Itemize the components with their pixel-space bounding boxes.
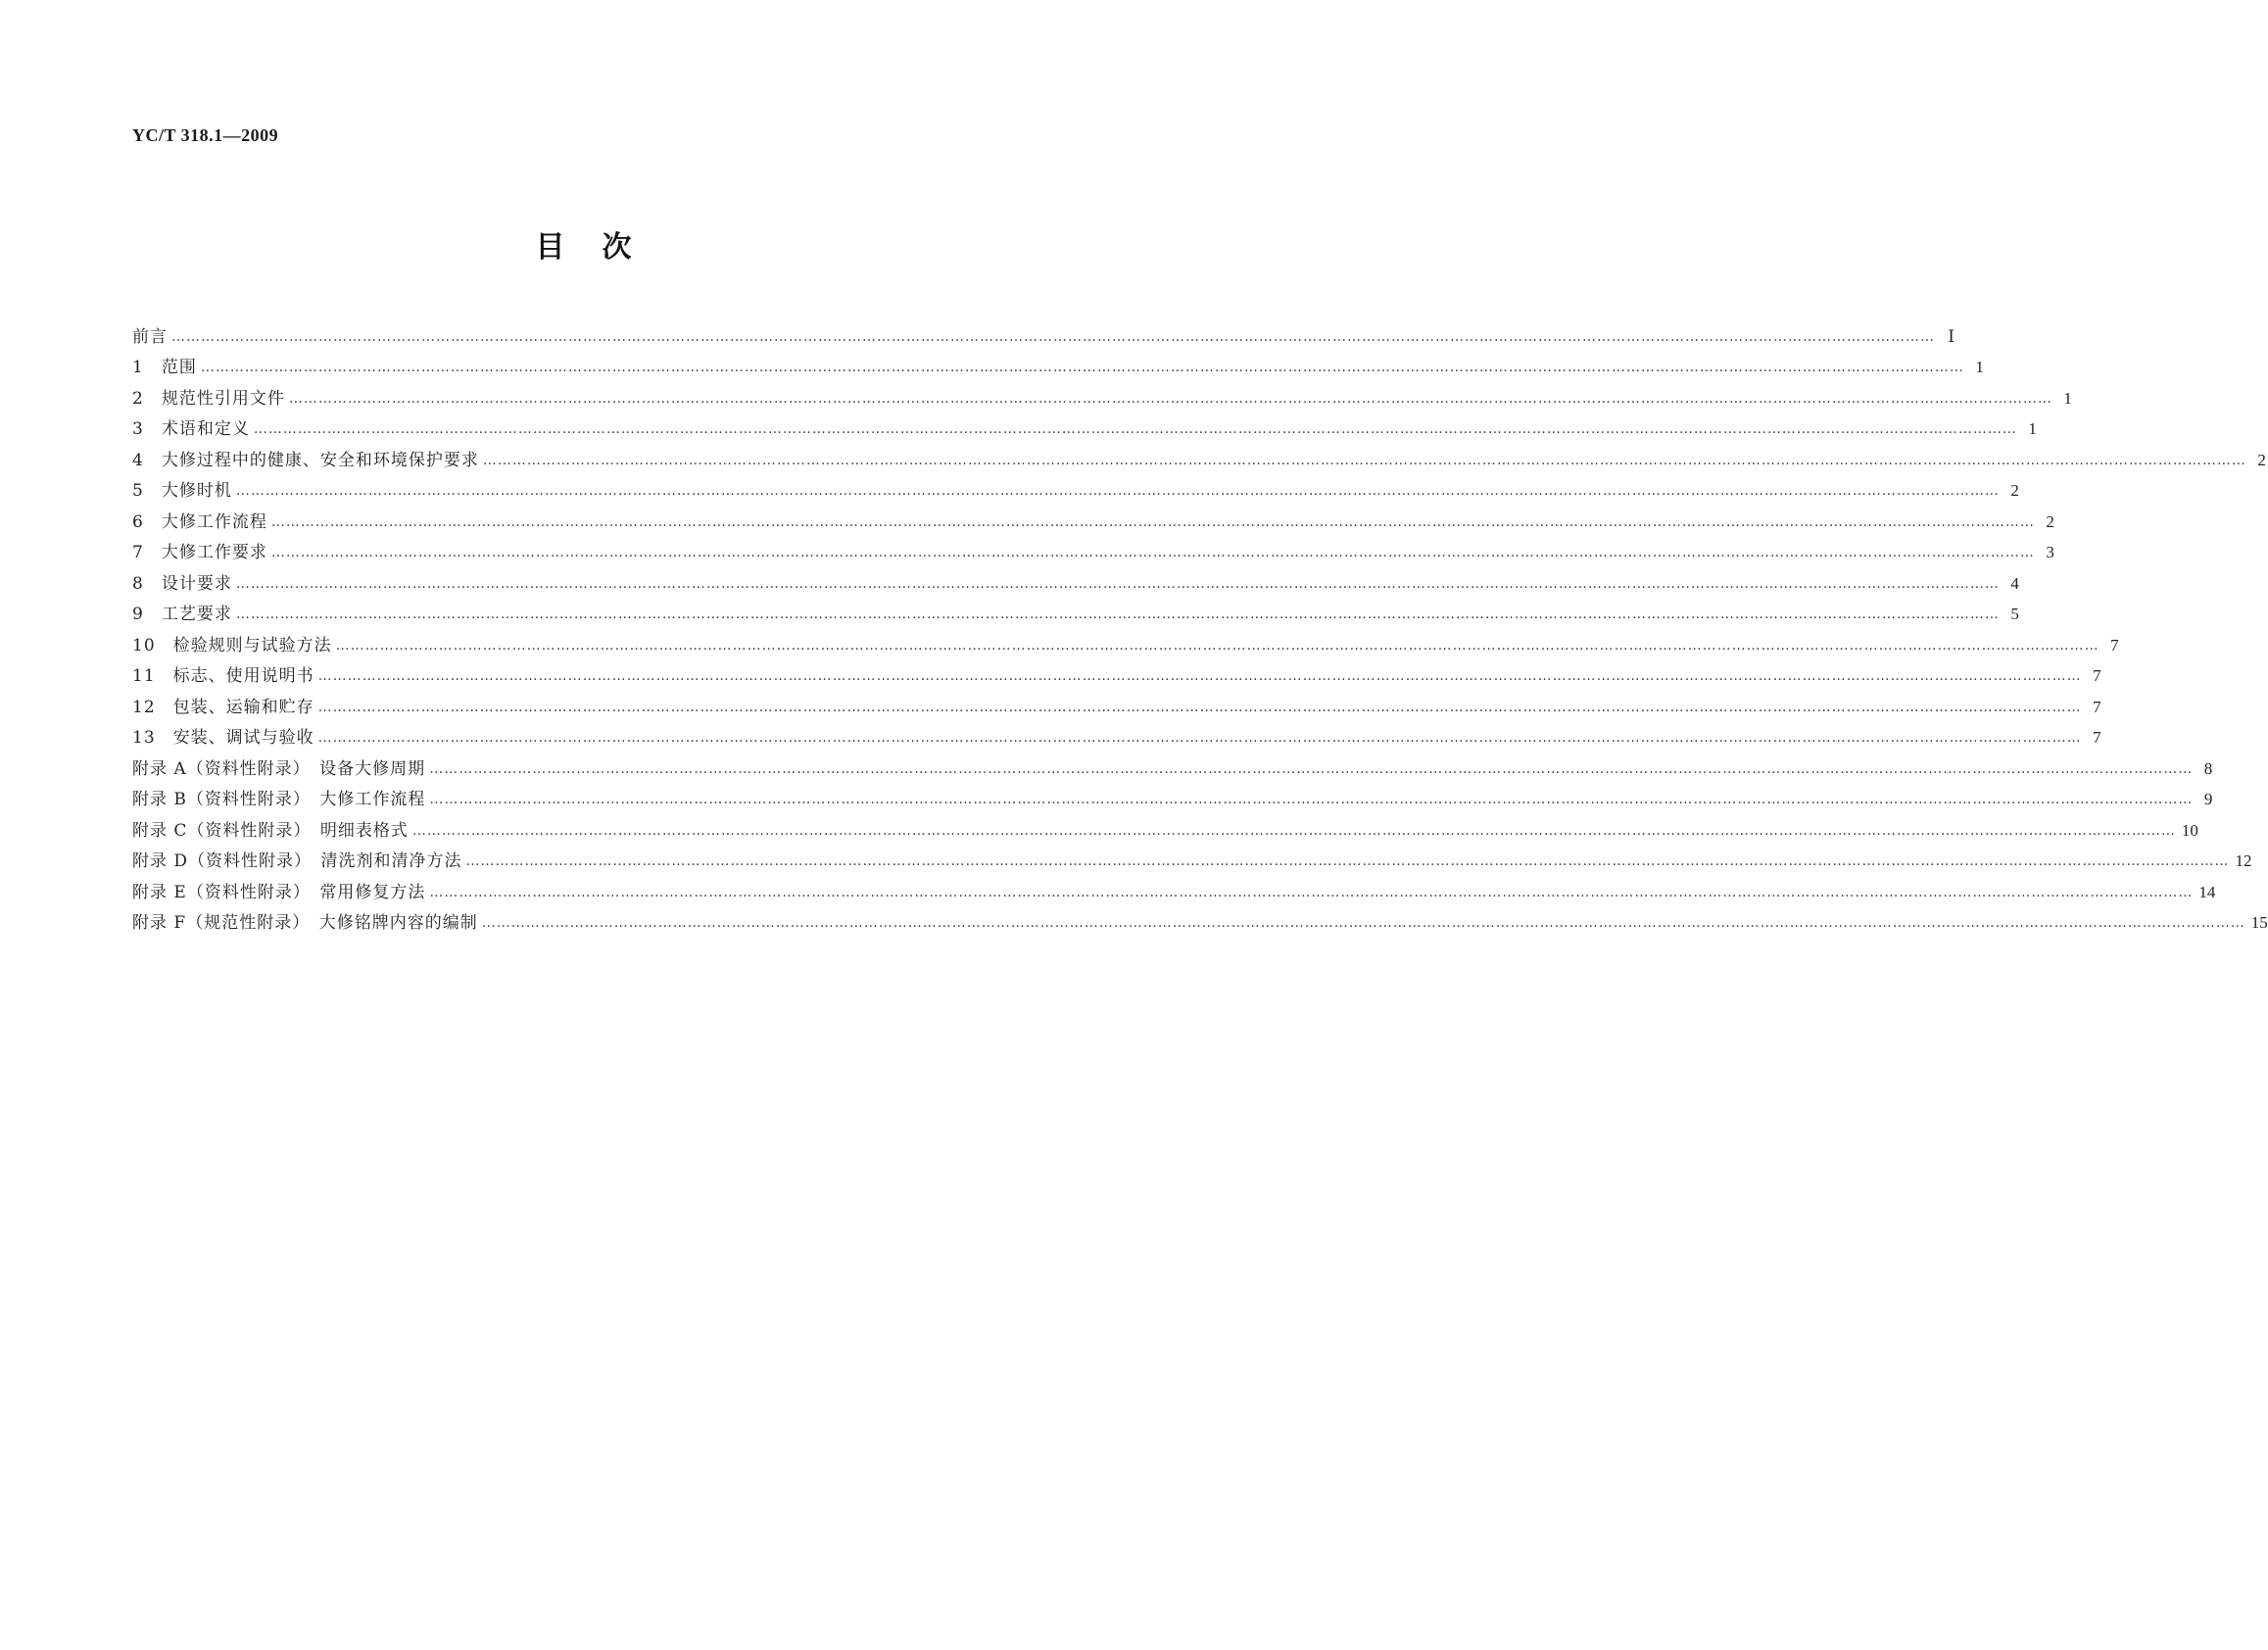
toc-entry-appendix-e[interactable]: [132, 877, 2216, 908]
toc-entry-label: 附录 B（资料性附录） 大修工作流程: [132, 790, 426, 810]
toc-entry-3[interactable]: [132, 414, 2037, 446]
toc-entry-page: 7: [2093, 697, 2101, 716]
toc-entry-label: 7 大修工作要求: [132, 543, 267, 563]
toc-leader-dots: ………………………………………………………………………………………………………………………………………………………………………………………………………………………………………………………………………………………………………………………………: [317, 668, 2082, 685]
toc-entry-page: 12: [2235, 851, 2252, 871]
toc-entry-7[interactable]: [132, 538, 2054, 569]
toc-leader-dots: ………………………………………………………………………………………………………………………………………………………………………………………………………………………………………………………………………………………………………………………………: [235, 607, 2000, 623]
toc-leader-dots: ………………………………………………………………………………………………………………………………………………………………………………………………………………………………………………………………………………………………………………………………: [317, 730, 2082, 747]
toc-entry-foreword[interactable]: [132, 321, 1954, 353]
toc-entry-10[interactable]: [132, 630, 2119, 661]
toc-entry-page: 1: [2063, 388, 2072, 408]
toc-entry-page: 9: [2203, 790, 2213, 809]
toc-entry-page: 1: [1975, 358, 1984, 377]
toc-entry-label: 1 范围: [132, 358, 197, 378]
toc-entry-label: 6 大修工作流程: [132, 511, 267, 532]
toc-entry-1[interactable]: [132, 353, 1984, 384]
toc-entry-label: 3 术语和定义: [132, 419, 250, 440]
toc-entry-page: 15: [2250, 913, 2268, 933]
toc-entry-label: 5 大修时机: [132, 481, 232, 502]
toc-leader-dots: ………………………………………………………………………………………………………………………………………………………………………………………………………………………………………………………………………………………………………………………………: [270, 545, 2035, 561]
toc-entry-label: 13 安装、调试与验收: [132, 728, 314, 749]
toc-leader-dots: ………………………………………………………………………………………………………………………………………………………………………………………………………………………………………………………………………………………………………………………………: [482, 452, 2246, 468]
toc-entry-appendix-d[interactable]: [132, 847, 2252, 878]
toc-entry-label: 2 规范性引用文件: [132, 388, 285, 409]
toc-entry-appendix-a[interactable]: [132, 753, 2213, 785]
toc-entry-label: 附录 C（资料性附录） 明细表格式: [132, 820, 409, 841]
toc-list: [132, 321, 2268, 939]
toc-entry-page: 3: [2046, 543, 2054, 562]
toc-leader-dots: ………………………………………………………………………………………………………………………………………………………………………………………………………………………………………………………………………………………………………………………………: [429, 760, 2194, 777]
toc-leader-dots: ………………………………………………………………………………………………………………………………………………………………………………………………………………………………………………………………………………………………………………………………: [235, 483, 2000, 500]
toc-entry-page: 8: [2203, 758, 2213, 778]
toc-leader-dots: ………………………………………………………………………………………………………………………………………………………………………………………………………………………………………………………………………………………………………………………………: [171, 328, 1935, 345]
toc-title: 目次: [535, 230, 669, 265]
toc-entry-5[interactable]: [132, 476, 2019, 508]
toc-entry-label: 8 设计要求: [132, 573, 232, 594]
toc-entry-page: 4: [2010, 573, 2019, 593]
toc-entry-appendix-b[interactable]: [132, 785, 2213, 816]
toc-entry-appendix-c[interactable]: [132, 815, 2198, 847]
toc-entry-label: 前言: [132, 326, 168, 347]
toc-entry-page: 10: [2181, 820, 2198, 840]
toc-entry-label: 附录 A（资料性附录） 设备大修周期: [132, 758, 426, 779]
toc-entry-page: 7: [2093, 728, 2101, 748]
toc-leader-dots: ………………………………………………………………………………………………………………………………………………………………………………………………………………………………………………………………………………………………………………………………: [465, 853, 2230, 870]
document-code: YC/T 318.1—2009: [132, 125, 279, 145]
toc-entry-label: 10 检验规则与试验方法: [132, 635, 332, 655]
toc-leader-dots: ………………………………………………………………………………………………………………………………………………………………………………………………………………………………………………………………………………………………………………………………: [429, 792, 2194, 808]
toc-leader-dots: ………………………………………………………………………………………………………………………………………………………………………………………………………………………………………………………………………………………………………………………………: [253, 421, 2017, 438]
toc-leader-dots: ………………………………………………………………………………………………………………………………………………………………………………………………………………………………………………………………………………………………………………………………: [200, 360, 1964, 376]
toc-entry-page: 2: [2257, 450, 2266, 469]
toc-entry-2[interactable]: [132, 383, 2072, 414]
toc-entry-8[interactable]: [132, 568, 2019, 600]
toc-entry-page: 2: [2046, 511, 2054, 531]
toc-leader-dots: ………………………………………………………………………………………………………………………………………………………………………………………………………………………………………………………………………………………………………………………………: [270, 513, 2035, 530]
toc-leader-dots: ………………………………………………………………………………………………………………………………………………………………………………………………………………………………………………………………………………………………………………………………: [235, 575, 2000, 592]
toc-entry-4[interactable]: [132, 445, 2266, 476]
toc-entry-label: 9 工艺要求: [132, 605, 232, 625]
toc-entry-page: 5: [2010, 605, 2019, 624]
toc-entry-11[interactable]: [132, 661, 2101, 693]
toc-entry-6[interactable]: [132, 507, 2054, 538]
toc-leader-dots: ………………………………………………………………………………………………………………………………………………………………………………………………………………………………………………………………………………………………………………………………: [317, 699, 2082, 715]
toc-entry-page: 7: [2093, 666, 2101, 686]
toc-entry-12[interactable]: [132, 692, 2101, 723]
toc-entry-label: 附录 D（资料性附录） 清洗剂和清净方法: [132, 851, 462, 872]
toc-leader-dots: ………………………………………………………………………………………………………………………………………………………………………………………………………………………………………………………………………………………………………………………………: [481, 915, 2245, 932]
toc-entry-label: 附录 F（规范性附录） 大修铭牌内容的编制: [132, 913, 478, 934]
toc-entry-label: 11 标志、使用说明书: [132, 666, 314, 687]
toc-entry-page: 14: [2198, 882, 2216, 901]
toc-entry-9[interactable]: [132, 600, 2019, 631]
toc-leader-dots: ………………………………………………………………………………………………………………………………………………………………………………………………………………………………………………………………………………………………………………………………: [288, 390, 2052, 407]
toc-entry-page: 7: [2110, 635, 2119, 655]
toc-entry-page: Ⅰ: [1948, 326, 1954, 346]
toc-entry-13[interactable]: [132, 723, 2101, 754]
toc-entry-page: 1: [2028, 419, 2037, 439]
toc-entry-label: 附录 E（资料性附录） 常用修复方法: [132, 882, 426, 902]
toc-entry-label: 12 包装、运输和贮存: [132, 697, 314, 717]
toc-entry-page: 2: [2010, 481, 2019, 501]
toc-leader-dots: ………………………………………………………………………………………………………………………………………………………………………………………………………………………………………………………………………………………………………………………………: [411, 822, 2176, 839]
toc-leader-dots: ………………………………………………………………………………………………………………………………………………………………………………………………………………………………………………………………………………………………………………………………: [429, 884, 2194, 900]
toc-leader-dots: ………………………………………………………………………………………………………………………………………………………………………………………………………………………………………………………………………………………………………………………………: [335, 637, 2099, 654]
toc-entry-appendix-f[interactable]: [132, 908, 2268, 940]
toc-entry-label: 4 大修过程中的健康、安全和环境保护要求: [132, 450, 479, 470]
